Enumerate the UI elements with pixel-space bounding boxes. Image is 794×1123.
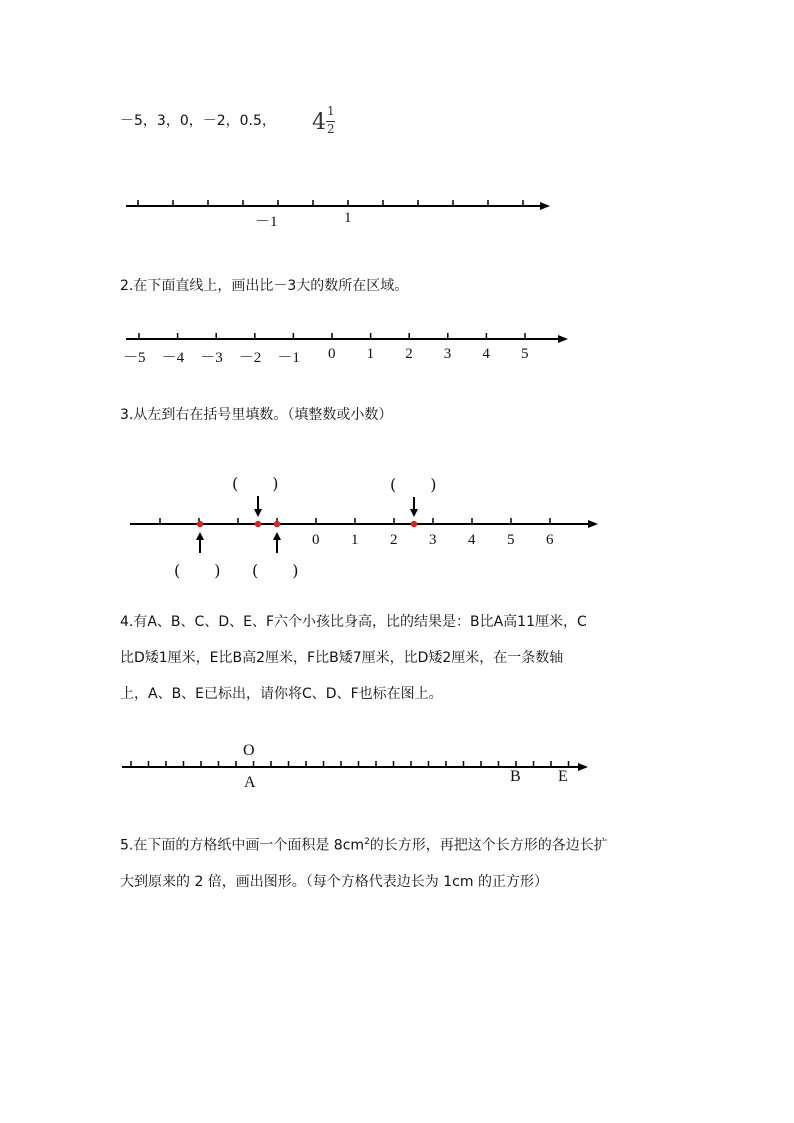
q4-point-label-b: B [510, 768, 521, 785]
squared-superscript: 2 [364, 837, 370, 847]
q4-line-2: 比D矮1厘米，E比B高2厘米，F比B矮7厘米，比D矮2厘米，在一条数轴 [120, 650, 564, 666]
q5-line-1-end: 的长方形，再把这个长方形的各边长扩 [369, 837, 608, 854]
q3-axis-tick-label: 6 [546, 532, 554, 548]
q5-line-2: 大到原来的 2 倍，画出图形。（每个方格代表边长为 1cm 的正方形） [120, 873, 548, 890]
q4-line-1: 4.有A、B、C、D、E、F六个小孩比身高，比的结果是：B比A高11厘米，C [120, 614, 587, 630]
q5-question-text [120, 824, 690, 900]
q2-axis-tick-label: 0 [328, 346, 336, 362]
q4-origin-label: O [243, 742, 255, 759]
paren-open: ( [232, 474, 239, 493]
q3-axis-tick-label: 1 [351, 532, 359, 548]
q3-axis-tick-label: 4 [468, 532, 476, 548]
mixed-number-denominator: 2 [327, 122, 335, 136]
q1-axis-tick-label: －1 [255, 214, 278, 230]
q4-line-3: 上，A、B、E已标出，请你将C、D、F也标在图上。 [120, 686, 443, 702]
q2-axis-tick-label: －3 [200, 350, 223, 366]
paren-open: ( [252, 561, 259, 580]
q2-question-text: 2.在下面直线上，画出比－3大的数所在区域。 [120, 278, 409, 294]
paren-open: ( [390, 475, 397, 494]
mixed-number-whole: 4 [312, 110, 326, 135]
q3-axis-tick-label: 5 [507, 532, 515, 548]
q3-question-text: 3.从左到右在括号里填数。（填整数或小数） [120, 407, 393, 423]
mixed-number-numerator: 1 [327, 104, 335, 118]
q2-axis-tick-label: 1 [366, 346, 375, 362]
q5-line-1 [120, 824, 690, 864]
q4-point-label-a: A [244, 774, 256, 791]
q2-axis-tick-label: －1 [277, 350, 300, 366]
q3-axis-tick-label: 3 [429, 532, 437, 548]
q2-axis-tick-label: 2 [405, 346, 413, 362]
axis-arrow-head [578, 763, 588, 771]
q4-point-label-e: E [558, 768, 568, 785]
paren-close: ) [430, 475, 437, 494]
q2-axis-tick-label: 5 [521, 346, 529, 362]
q2-axis-tick-label: －2 [238, 350, 262, 366]
q3-axis-tick-label: 0 [312, 532, 320, 548]
paren-open: ( [174, 561, 181, 580]
paren-close: ) [214, 561, 221, 580]
q1-numbers-text: －5，3，0，－2，0.5， [120, 113, 276, 129]
paren-close: ) [292, 561, 299, 580]
q3-axis-tick-label: 2 [390, 532, 398, 548]
q5-line-1-start: 5.在下面的方格纸中画一个面积是 8cm [120, 837, 365, 854]
q2-axis-tick-label: 4 [482, 346, 490, 362]
q2-axis-tick-label: －5 [123, 350, 146, 366]
q1-axis-tick-label: 1 [344, 210, 352, 226]
q2-axis-tick-label: 3 [443, 346, 452, 362]
q2-axis-tick-label: －4 [161, 350, 185, 366]
paren-close: ) [272, 474, 279, 493]
